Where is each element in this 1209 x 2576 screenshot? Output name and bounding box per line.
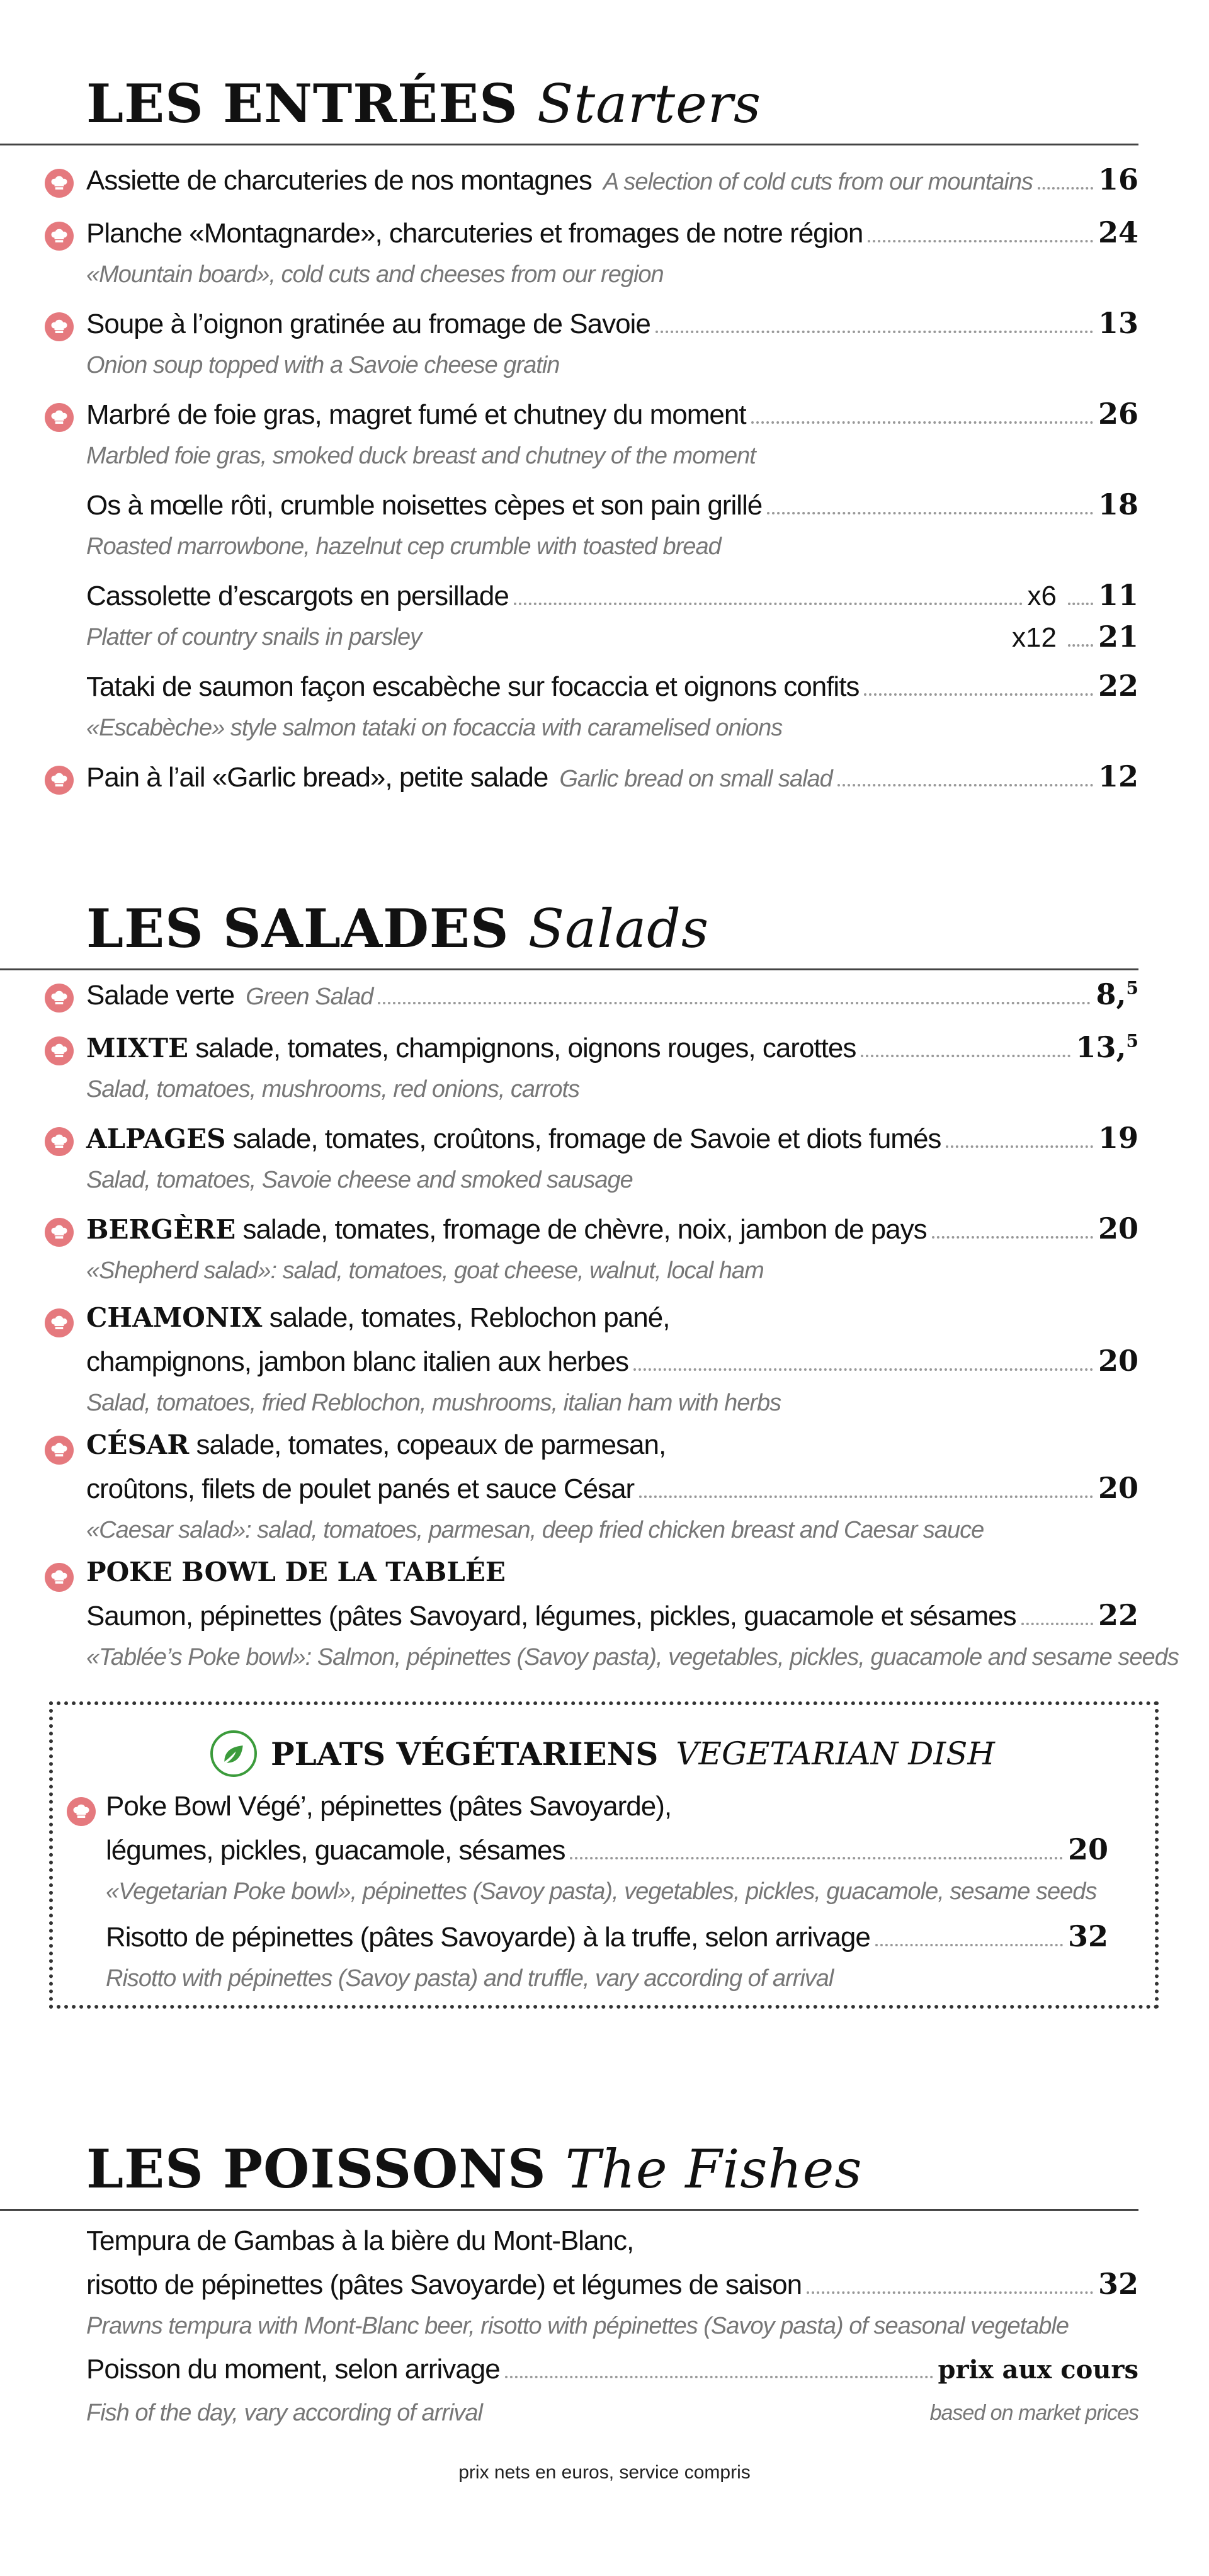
item-price: 32	[1067, 1919, 1108, 1953]
menu-item	[106, 1791, 1108, 1909]
starters-title-en: Starters	[536, 73, 762, 135]
item-name: salade, tomates, copeaux de parmesan,	[196, 1429, 666, 1460]
item-name-en: Garlic bread on small salad	[559, 766, 832, 792]
item-description: «Tablée’s Poke bowl»: Salmon, pépinettes (Savoy pasta), vegetables, pickles, guacamole and sesame seeds	[86, 1644, 1179, 1671]
salad-name: ALPAGES	[86, 1123, 226, 1154]
menu-item	[86, 215, 1138, 292]
menu-item	[86, 487, 1138, 564]
item-name: Marbré de foie gras, magret fumé et chutney du moment	[86, 399, 746, 430]
chef-hat-icon	[45, 1436, 74, 1465]
item-name: Assiette de charcuteries de nos montagnes	[86, 165, 592, 196]
item-price: 20	[1067, 1832, 1108, 1866]
item-name: Os à mœlle rôti, crumble noisettes cèpes et son pain grillé	[86, 490, 763, 521]
vegetarian-title	[210, 1730, 995, 1777]
item-quantity: x12	[1012, 622, 1057, 653]
item-price: 13	[1098, 306, 1138, 340]
chef-hat-icon	[45, 312, 74, 341]
item-price: 18	[1098, 487, 1138, 521]
item-price: 20	[1098, 1471, 1138, 1505]
chef-hat-icon	[45, 984, 74, 1013]
salads-header	[0, 888, 1138, 970]
menu-item	[86, 1429, 1138, 1548]
menu-item	[86, 2225, 1138, 2344]
menu-item	[86, 162, 1138, 204]
menu-item	[86, 397, 1138, 474]
item-name: Risotto de pépinettes (pâtes Savoyarde) à la truffe, selon arrivage	[106, 1922, 870, 1953]
item-description: Salad, tomatoes, Savoie cheese and smoked sausage	[86, 1167, 633, 1193]
item-price: 8,$^5$	[1096, 977, 1138, 1011]
vegetarian-box	[49, 1701, 1159, 2009]
chef-hat-icon	[67, 1797, 96, 1826]
fishes-title-en: The Fishes	[565, 2138, 863, 2200]
item-name-line2: risotto de pépinettes (pâtes Savoyarde) et légumes de saison	[86, 2269, 802, 2300]
menu-item	[86, 306, 1138, 383]
salad-name: POKE BOWL DE LA TABLÉE	[86, 1557, 506, 1587]
item-price: 13,$^5$	[1076, 1030, 1138, 1064]
item-price: 20	[1098, 1211, 1138, 1245]
menu-item	[86, 1121, 1138, 1198]
menu-item	[86, 1211, 1138, 1288]
menu-item	[86, 1302, 1138, 1421]
item-price: 24	[1098, 215, 1138, 249]
item-price: 19	[1098, 1121, 1138, 1155]
menu-item	[86, 977, 1138, 1019]
salad-name: MIXTE	[86, 1033, 188, 1064]
item-description: Onion soup topped with a Savoie cheese gratin	[86, 352, 560, 378]
fishes-title-fr: LES POISSONS	[86, 2138, 547, 2200]
item-description: «Mountain board», cold cuts and cheeses from our region	[86, 261, 664, 288]
chef-hat-icon	[45, 403, 74, 432]
chef-hat-icon	[45, 1308, 74, 1337]
fishes-header	[0, 2128, 1138, 2211]
item-description: Fish of the day, vary according of arrival	[86, 2400, 482, 2426]
chef-hat-icon	[45, 222, 74, 251]
chef-hat-icon	[45, 1218, 74, 1247]
salad-name: CÉSAR	[86, 1429, 190, 1460]
item-price: 20	[1098, 1344, 1138, 1378]
item-name: salade, tomates, fromage de chèvre, noix, jambon de pays	[242, 1214, 927, 1245]
item-price: 11	[1098, 578, 1138, 612]
item-price: 21	[1098, 620, 1138, 654]
menu-item	[86, 1557, 1179, 1675]
menu-item	[106, 1919, 1108, 1996]
item-description: Salad, tomatoes, mushrooms, red onions, carrots	[86, 1076, 580, 1103]
item-price: 26	[1098, 397, 1138, 431]
item-name-line2: champignons, jambon blanc italien aux herbes	[86, 1346, 629, 1377]
chef-hat-icon	[45, 1563, 74, 1592]
menu-item	[86, 1030, 1138, 1107]
item-name: Tempura de Gambas à la bière du Mont-Blanc,	[86, 2225, 634, 2256]
chef-hat-icon	[45, 1036, 74, 1065]
menu-item	[86, 578, 1138, 655]
item-description: Risotto with pépinettes (Savoy pasta) and truffle, vary according of arrival	[106, 1965, 834, 1992]
menu-item	[86, 759, 1138, 801]
chef-hat-icon	[45, 169, 74, 198]
item-description: Salad, tomatoes, fried Reblochon, mushrooms, italian ham with herbs	[86, 1390, 781, 1416]
item-name: Tataki de saumon façon escabèche sur focaccia et oignons confits	[86, 671, 860, 702]
item-name-en: A selection of cold cuts from our mountains	[603, 169, 1033, 195]
item-name-line2: croûtons, filets de poulet panés et sauce César	[86, 1473, 635, 1504]
item-name: salade, tomates, Reblochon pané,	[269, 1302, 670, 1333]
item-description: «Escabèche» style salmon tataki on focaccia with caramelised onions	[86, 715, 783, 741]
item-name-line2: légumes, pickles, guacamole, sésames	[106, 1835, 565, 1866]
item-description: «Shepherd salad»: salad, tomatoes, goat cheese, walnut, local ham	[86, 1257, 764, 1284]
vegetarian-title-fr: PLATS VÉGÉTARIENS	[271, 1735, 659, 1773]
item-description: «Caesar salad»: salad, tomatoes, parmesan, deep fried chicken breast and Caesar sauce	[86, 1517, 984, 1543]
item-name: Planche «Montagnarde», charcuteries et fromages de notre région	[86, 218, 863, 249]
item-name-line2: Saumon, pépinettes (pâtes Savoyard, légumes, pickles, guacamole et sésames	[86, 1601, 1016, 1631]
starters-title-fr: LES ENTRÉES	[86, 72, 518, 135]
price-footnote: prix nets en euros, service compris	[458, 2462, 751, 2483]
item-price: 16	[1098, 162, 1138, 196]
item-description: Platter of country snails in parsley	[86, 624, 422, 650]
vegetarian-title-en: VEGETARIAN DISH	[676, 1735, 996, 1772]
item-name: Pain à l’ail «Garlic bread», petite salade	[86, 762, 548, 793]
item-price: 22	[1098, 669, 1138, 703]
item-name: Cassolette d’escargots en persillade	[86, 581, 509, 611]
salad-name: BERGÈRE	[86, 1214, 236, 1245]
starters-header	[0, 63, 1138, 145]
item-price: 22	[1098, 1598, 1138, 1632]
item-name: Poke Bowl Végé’, pépinettes (pâtes Savoyarde),	[106, 1791, 672, 1822]
item-name: Soupe à l’oignon gratinée au fromage de Savoie	[86, 309, 650, 339]
item-description: «Vegetarian Poke bowl», pépinettes (Savoy pasta), vegetables, pickles, guacamole, sesame seeds	[106, 1878, 1097, 1905]
menu-item	[86, 2354, 1138, 2431]
chef-hat-icon	[45, 766, 74, 795]
item-description: Roasted marrowbone, hazelnut cep crumble with toasted bread	[86, 533, 721, 560]
item-price: 12	[1098, 759, 1138, 793]
salad-name: CHAMONIX	[86, 1302, 263, 1333]
item-name: salade, tomates, champignons, oignons rouges, carottes	[195, 1033, 856, 1064]
salads-title-en: Salads	[528, 898, 710, 960]
item-description: Marbled foie gras, smoked duck breast and chutney of the moment	[86, 443, 756, 469]
item-description: Prawns tempura with Mont-Blanc beer, risotto with pépinettes (Savoy pasta) of seasonal vegetable	[86, 2313, 1069, 2339]
menu-item	[86, 669, 1138, 746]
item-name: Poisson du moment, selon arrivage	[86, 2354, 500, 2385]
item-price-en: based on market prices	[929, 2401, 1138, 2425]
item-name: Salade verte	[86, 980, 235, 1011]
item-price: 32	[1098, 2267, 1138, 2301]
item-name-en: Green Salad	[246, 984, 373, 1010]
item-name: salade, tomates, croûtons, fromage de Savoie et diots fumés	[232, 1123, 941, 1154]
item-quantity: x6	[1027, 581, 1057, 611]
item-price: prix aux cours	[938, 2355, 1138, 2385]
salads-title-fr: LES SALADES	[86, 897, 509, 960]
leaf-icon	[210, 1730, 257, 1777]
chef-hat-icon	[45, 1127, 74, 1156]
